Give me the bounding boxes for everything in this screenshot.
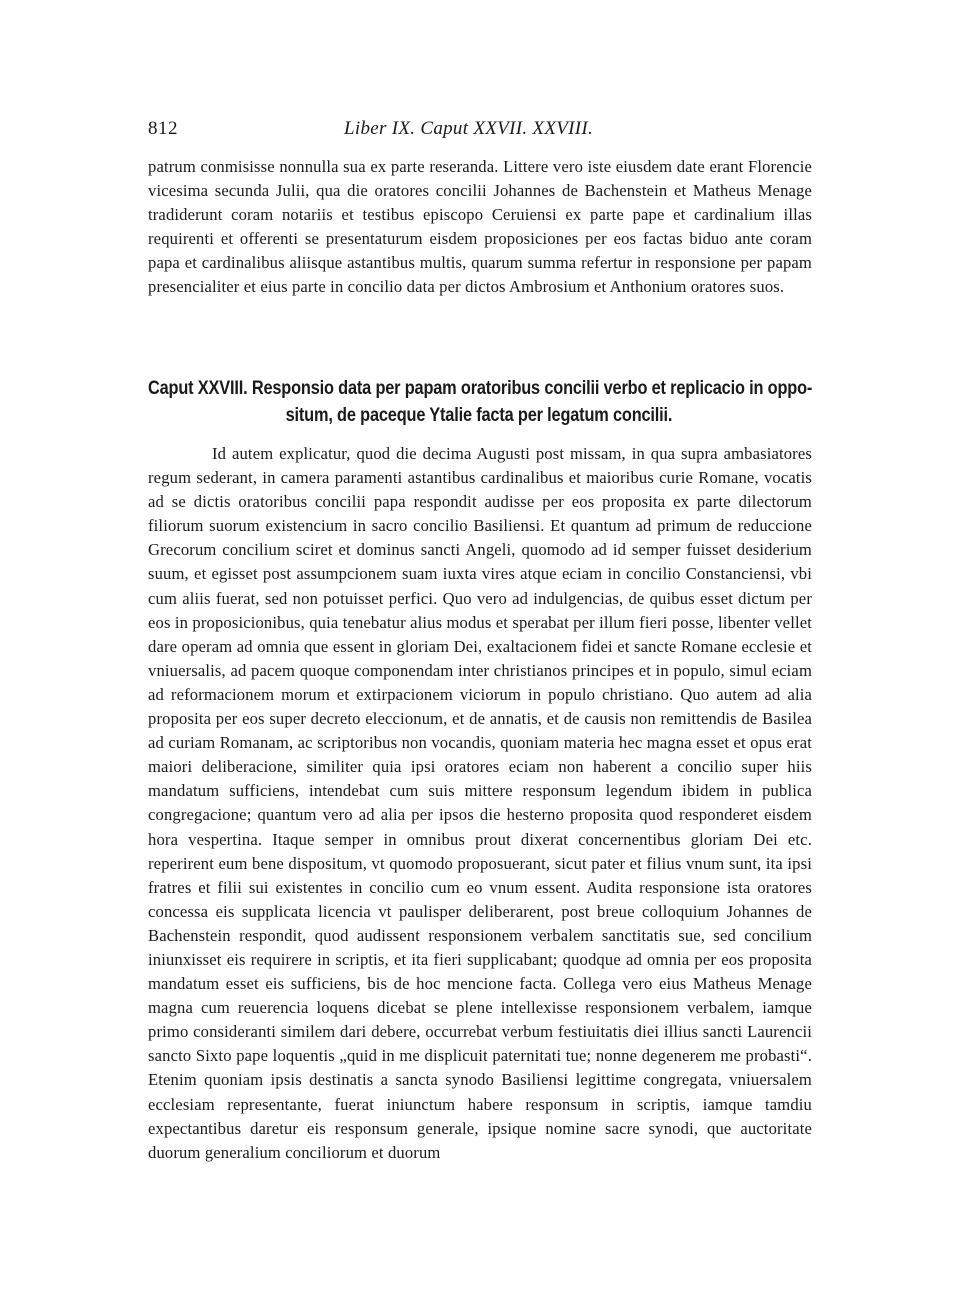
running-title: Liber IX. Caput XXVII. XXVIII. bbox=[344, 118, 594, 139]
chapter-heading-line-1: Caput XXVIII. Responsio data per papam oratoribus concilii verbo et replicacio in oppo- bbox=[148, 378, 813, 399]
paragraph-continued: patrum conmisisse nonnulla sua ex parte reseranda. Littere vero iste eiusdem date erant Florencie vicesima secunda Julii, qua die oratores concilii Johannes de Bachenstein et Matheus Menage tradiderunt coram notariis et testibus episcopo Ceruiensi ex parte pape et cardinalium illas requirenti et offerenti se presentaturum eisdem proposiciones per eos factas biduo ante coram papa et cardinalibus aliisque astantibus multis, quarum summa refertur in responsione per papam presencialiter et eius parte in concilio data per dictos Ambrosium et Anthonium oratores suos. bbox=[148, 157, 812, 297]
running-head bbox=[148, 118, 812, 144]
chapter-body-paragraph: Id autem explicatur, quod die decima Augusti post missam, in qua supra ambasiatores regum sederant, in camera paramenti astantibus cardinalibus et maioribus curie Romane, vocatis ad se dictis oratoribus concilii papa respondit audisse per eos proposita ex parte dilectorum filiorum suorum existencium in sacro concilio Basiliensi. Et quantum ad primum de reduccione Grecorum concilium sciret et dominus sancti Angeli, quomodo ad id semper fuisset desiderium suum, et egisset post assumpcionem suam iuxta vires atque eciam in concilio Constanciensi, vbi cum aliis fuerat, sed non potuisset perfici. Quo vero ad indulgencias, de quibus esset dictum per eos in proposicionibus, quia tenebatur alius modus et sperabat per illum fieri posse, libenter vellet dare operam ad omnia que essent in gloriam Dei, exaltacionem fidei et sancte Romane ecclesie et vniuersalis, ad pacem quoque componendam inter christianos principes et in populo, simul eciam ad reformacionem morum et extirpacionem viciorum in populo christiano. Quo autem ad alia proposita per eos super decreto eleccionum, et de annatis, et de causis non remittendis de Basilea ad curiam Romanam, ac scriptoribus non vocandis, quoniam materia hec magna esset et opus erat maiori deliberacione, similiter quia ipsi oratores eciam non haberent a concilio super hiis mandatum sufficiens, intendebat cum suis mittere responsum legendum ibidem in publica congregacione; quantum vero ad alia per ipsos die hesterno proposita quod responderet eisdem hora vespertina. Itaque semper in omnibus prout dixerat concernentibus gloriam Dei etc. reperirent eum bene dispositum, vt quomodo proposuerant, sicut pater et filius vnum sunt, ita ipsi fratres et filii sui existentes in concilio cum eo vnum essent. Audita responsione ista oratores concessa eis supplicata licencia vt paulisper deliberarent, post breue colloquium Johannes de Bachenstein respondit, quod audissent responsionem verbalem sanctitatis sue, sed concilium iniunxisset eis requirere in scriptis, et ita fieri supplicabant; quodque ad omnia per eos proposita mandatum esset eis sufficiens, bis de hoc mencione facta. Collega vero eius Matheus Menage magna cum reuerencia loquens dicebat se plene intellexisse responsionem verbalem, iamque primo consideranti similem dari debere, occurrebat verbum festiuitatis diei illius sancti Laurencii sancto Sixto pape loquentis „quid in me displicuit paternitati tue; nonne degenerem me probasti“. Etenim quoniam ipsis destinatis a sancta synodo Basiliensi legittime congregata, vniuersalem ecclesiam representante, fuerat iniunctum habere responsum in scriptis, iamque tamdiu expectantibus daretur eis responsum generale, ipsique nomine sacre synodi, que auctoritate duorum generalium conciliorum et duorum bbox=[148, 444, 812, 1162]
chapter-heading-line-2: situm, de paceque Ytalie facta per legatum concilii. bbox=[285, 405, 673, 426]
page-number: 812 bbox=[148, 118, 178, 139]
chapter-heading bbox=[148, 375, 812, 429]
